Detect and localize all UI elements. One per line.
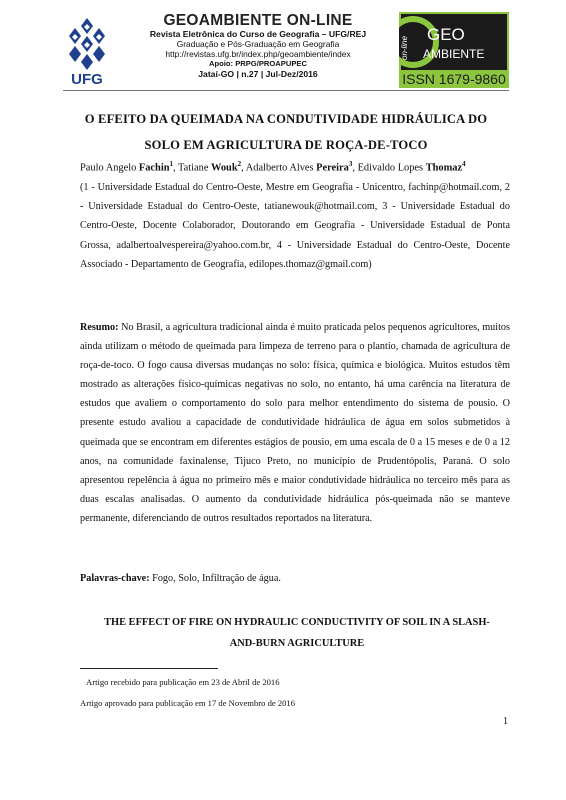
author-2-sup: 2 — [237, 160, 242, 168]
author-3-sup: 3 — [348, 160, 353, 168]
author-4-sup: 4 — [462, 160, 466, 168]
footnote-rule — [80, 668, 218, 669]
paper-title-line-1: O EFEITO DA QUEIMADA NA CONDUTIVIDADE HIDRÁULICA DO — [84, 112, 488, 126]
author-3-last: Pereira — [316, 162, 349, 174]
author-sep: , — [173, 162, 179, 174]
abstract-text: No Brasil, a agricultura tradicional ainda é muito praticada pelos pequenos agricultores, muitos ainda utilizam o método de queimada para limpeza de terreno para o plantio, chamada de agricultura de roça-de-toco. O fogo causa diversas mudanças no solo: física, química e biológica. Muitos estudos têm mostrado as alterações físico-químicas negativas no solo, no entanto, há uma carência na literatura de estudos que avaliem o comportamento do solo para melhor entendimento do sistema de pousio. O presente estudo avaliou a capacidade de condutividade hidráulica de água em solos submetidos à queimada que se encontram em diferentes estágios de pousio, em uma escala de 0 a 15 meses e de 0 a 12 anos, na comunidade faxinalense, Tijuco Preto, no município de Prudentópolis, Paraná. O solo apresentou repelência à água no primeiro mês e maior condutividade hidráulica no terceiro mês para as duas escalas analisadas. O aumento da condutividade hidráulica pós-queimada não se manteve permanente, diferenciando de outros resultados reportados na literatura. — [80, 322, 510, 524]
logo-ambiente-text: AMBIENTE — [423, 47, 485, 61]
english-title — [72, 612, 522, 654]
author-sep: , — [241, 162, 246, 174]
paper-title — [63, 106, 509, 158]
journal-subtitle: Revista Eletrônica do Curso de Geografia – UFG/REJ — [149, 29, 367, 39]
author-4-first: Edivaldo Lopes — [357, 162, 426, 174]
author-1-first: Paulo Angelo — [80, 162, 139, 174]
footnote-approved: Artigo aprovado para publicação em 17 de Novembro de 2016 — [80, 698, 296, 708]
issn-text: ISSN 1679-9860 — [402, 71, 506, 87]
journal-support: Apoio: PRPG/PROAPUPEC — [209, 59, 307, 69]
page-number: 1 — [503, 716, 509, 727]
logo-geo-text: GEO — [427, 25, 465, 44]
paper-title-line-2: SOLO EM AGRICULTURA DE ROÇA-DE-TOCO — [144, 138, 428, 152]
english-title-line-1: THE EFFECT OF FIRE ON HYDRAULIC CONDUCTIVITY OF SOIL IN A SLASH- — [104, 617, 490, 628]
author-2-last: Wouk — [211, 162, 238, 174]
author-2-first: Tatiane — [178, 162, 212, 174]
ufg-logo-text: UFG — [71, 71, 103, 86]
author-4-last: Thomaz — [425, 162, 463, 174]
keywords — [80, 571, 510, 587]
author-1-sup: 1 — [169, 160, 173, 168]
author-3-first: Adalberto Alves — [245, 162, 317, 174]
journal-header — [63, 12, 509, 88]
abstract — [80, 318, 510, 528]
author-list — [80, 157, 520, 175]
journal-program: Graduação e Pós-Graduação em Geografia — [176, 39, 340, 49]
geoambiente-logo — [399, 12, 509, 88]
journal-url[interactable]: http://revistas.ufg.br/index.php/geoambiente/index — [165, 49, 351, 60]
ufg-logo — [63, 16, 111, 86]
english-title-line-2: AND-BURN AGRICULTURE — [229, 638, 365, 649]
affiliations: (1 - Universidade Estadual do Centro-Oeste, Mestre em Geografia - Unicentro, fachinp@hotmail.com, 2 - Universidade Estadual do Centro-Oeste, tatianewouk@hotmail.com, 3 - Universidade Estadual do Centro-Oeste, Docente Colaborador, Doutorando em Geografia - Universidade Estadual de Ponta Grossa, adalbertoalvespereira@yahoo.com.br, 4 - Universidade Estadual do Centro-Oeste, Docente Associado - Departamento de Geografia, edilopes.thomaz@gmail.com) — [80, 182, 510, 270]
author-sep: , — [352, 162, 358, 174]
footnote-received: Artigo recebido para publicação em 23 de Abril de 2016 — [86, 677, 280, 687]
keywords-text: Fogo, Solo, Infiltração de água. — [149, 573, 281, 584]
author-1-last: Fachin — [138, 162, 170, 174]
logo-online-text: on-line — [400, 35, 409, 60]
abstract-label: Resumo: — [80, 322, 119, 333]
header-text-block — [117, 12, 399, 80]
journal-title: GEOAMBIENTE ON-LINE — [163, 12, 353, 29]
keywords-label: Palavras-chave: — [80, 573, 150, 584]
journal-issue: Jataí-GO | n.27 | Jul-Dez/2016 — [198, 69, 318, 80]
header-divider — [63, 90, 509, 91]
